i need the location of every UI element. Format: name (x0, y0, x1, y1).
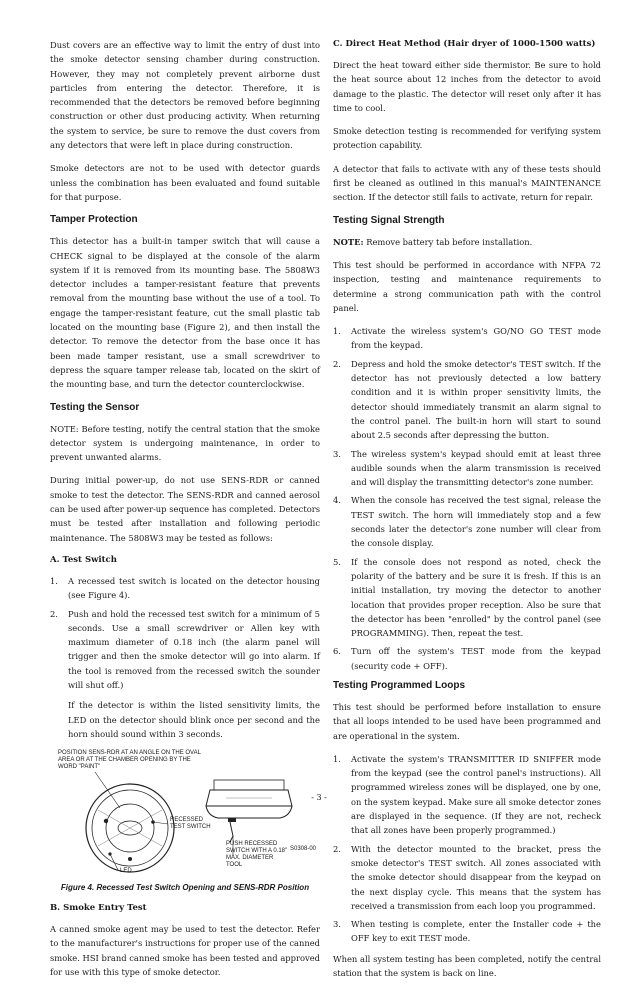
test-switch-heading: A. Test Switch (50, 554, 117, 565)
list-item: 1. A recessed test switch is located on the detector housing (see Figure 4). (50, 575, 320, 601)
programmed-loops-heading: Testing Programmed Loops (333, 679, 466, 691)
testing-sensor-heading: Testing the Sensor (50, 401, 140, 413)
detector-guards-paragraph: Smoke detectors are not to be used with detector guards unless the combination has been evaluated and found suitable for that purpose. (50, 163, 320, 202)
tamper-protection-heading: Tamper Protection (50, 214, 138, 226)
nfpa-paragraph: This test should be performed in accordance with NFPA 72 inspection, testing and maintenance requirements to determine a strong communication path with the control panel. (333, 259, 601, 313)
recommended-paragraph: Smoke detection testing is recommended for verifying system protection capability. (333, 126, 601, 151)
sensitivity-paragraph: If the detector is within the listed sensitivity limits, the LED on the detector should blink once per second and the horn should sound within 3 seconds. (68, 700, 320, 739)
figure-4-illustration (50, 750, 320, 878)
smoke-entry-paragraph: A canned smoke agent may be used to test the detector. Refer to the manufacturer's instructions for proper use of the canned smoke. HSI brand canned smoke has been tested and approved for use with this type of smoke detector. (50, 924, 320, 978)
signal-strength-steps (333, 324, 601, 673)
list-item: 1. Activate the wireless system's GO/NO GO TEST mode from the keypad. (333, 326, 601, 351)
direct-heat-paragraph: Direct the heat toward either side thermistor. Be sure to hold the heat source about 12 inches from the detector to avoid damage to the plastic. The detector will reset only after it has time to cool. (333, 60, 601, 113)
tamper-paragraph: This detector has a built-in tamper switch that will cause a CHECK signal to be displayed at the console of the alarm system if it is removed from its mounting base. The 5808W3 detector includes a tamper-resistant feature that prevents removal from the mounting base without the use of a tool. To engage the tamper-resistant feature, cut the small plastic tab located on the mounting base (Figure 2), and then install the detector. To remove the detector from the base once it has been made tamper resistant, use a small screwdriver to depress the square tamper release tab, located on the skirt of the mounting base, and turn the detector counterclockwise. (50, 236, 320, 390)
test-switch-steps (50, 574, 320, 692)
left-column (50, 38, 320, 988)
right-column (333, 38, 601, 989)
page-number: - 3 - (311, 793, 327, 802)
figure-code-label: S0308-00 (290, 846, 317, 853)
note-before-testing: NOTE: Before testing, notify the central station that the smoke detector system is undergoing maintenance, in order to prevent unwanted alarms. (50, 423, 320, 463)
list-item: 5. If the console does not respond as noted, check the polarity of the battery and be sure it is fresh. If this is an initial installation, try moving the detector to another location that provides proper reception. Also be sure that the detector has been "enrolled" by the control panel (see PROGRAMMING). Then, repeat the test. (333, 556, 601, 639)
signal-strength-heading: Testing Signal Strength (333, 214, 445, 226)
list-item: 2. With the detector mounted to the bracket, press the smoke detector's TEST switch. All zones associated with the smoke detector should disappear from the keypad on the next display cycle. This means that the system has received a transmission from each loop you programmed. (333, 843, 601, 911)
led-label: LED (120, 868, 132, 875)
list-item: 2. Depress and hold the smoke detector's TEST switch. If the detector has not previously detected a low battery condition and it is within proper sensitivity limits, the detector should immediately transmit an alarm signal to the control panel. The built-in horn will start to sound about 2.5 seconds after depressing the button. (333, 358, 601, 441)
note-label: NOTE: (333, 236, 364, 247)
dust-covers-paragraph: Dust covers are an effective way to limit the entry of dust into the smoke detector sensing chamber during construction. However, they may not completely prevent airborne dust particles from entering the detector. Therefore, it is recommended that the detectors be removed before beginning construction or other dust producing activity. When returning the system to service, be sure to remove the dust covers from any detectors that were left in place during construction. (50, 40, 320, 151)
list-item: 6. Turn off the system's TEST mode from the keypad (security code + OFF). (333, 646, 601, 671)
smoke-entry-heading: B. Smoke Entry Test (50, 903, 147, 914)
power-up-paragraph: During initial power-up, do not use SENS-RDR or canned smoke to test the detector. The SENS-RDR and canned aerosol can be used after power-up sequence has completed. Detectors must be tested after installation and following periodic maintenance. The 5808W3 may be tested as follows: (50, 475, 320, 543)
push-recessed-switch-label: PUSH RECESSED SWITCH WITH A 0.18" MAX. DIAMETER TOOL (226, 841, 288, 868)
fails-to-activate-paragraph: A detector that fails to activate with any of these tests should first be cleaned as outlined in this manual's MAINTENANCE section. If the detector still fails to activate, return for repair. (333, 163, 601, 203)
recessed-test-switch-label: RECESSED TEST SWITCH (170, 817, 211, 830)
sens-rdr-position-label: POSITION SENS-RDR AT AN ANGLE ON THE OVAL AREA OR AT THE CHAMBER OPENING BY THE WORD "PAINT" (58, 750, 201, 770)
system-back-online-paragraph: When all system testing has been completed, notify the central station that the system is back on line. (333, 953, 601, 979)
list-item: 2. Push and hold the recessed test switch for a minimum of 5 seconds. Use a small screwdriver or Allen key with maximum diameter of 0.18 inch (the alarm panel will trigger and then the smoke detector will go into alarm. If the tool is removed from the recessed switch the sounder will shut off.) (50, 608, 320, 690)
list-item: 1. Activate the system's TRANSMITTER ID SNIFFER mode from the keypad (see the control panel's instructions). All programmed wireless zones will be displayed, one by one, on the system keypad. Make sure all smoke detector zones are displayed in the sequence. (If they are not, recheck that all zones have been properly programmed.) (333, 753, 601, 836)
battery-tab-note: NOTE: Remove battery tab before installation. (333, 236, 533, 247)
figure-4-caption: Figure 4. Recessed Test Switch Opening and SENS-RDR Position (60, 883, 310, 893)
list-item: 3. When testing is complete, enter the Installer code + the OFF key to exit TEST mode. (333, 919, 601, 944)
list-item: 4. When the console has received the test signal, release the TEST switch. The horn will immediately stop and a few seconds later the detector's zone number will clear from the console display. (333, 495, 601, 549)
programmed-loops-steps (333, 752, 601, 946)
loops-paragraph: This test should be performed before installation to ensure that all loops intended to be used have been programmed and are operational in the system. (333, 701, 601, 741)
direct-heat-heading: C. Direct Heat Method (Hair dryer of 1000-1500 watts) (333, 39, 596, 49)
list-item: 3. The wireless system's keypad should emit at least three audible sounds when the alarm transmission is received and will display the transmitting detector's zone number. (333, 448, 601, 488)
